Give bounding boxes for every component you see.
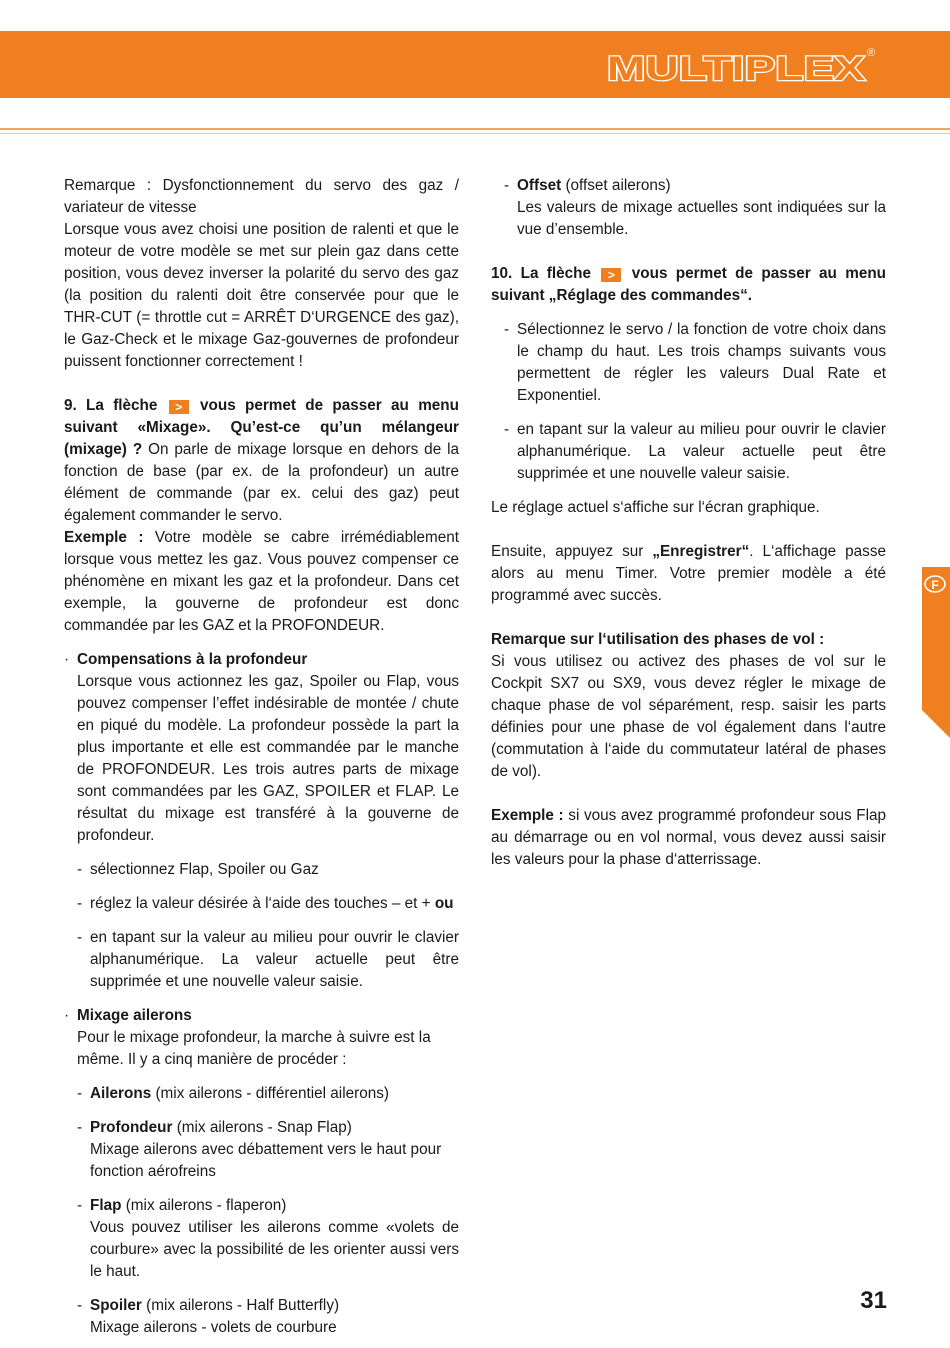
mix-2-detail: Mixage ailerons avec débattement vers le haut pour fonction aérofreins xyxy=(90,1141,442,1180)
compensation-section xyxy=(64,649,459,847)
mix-3-detail: Vous pouvez utiliser les ailerons comme «volets de courbure» avec la possibilité de les orienter aussi vers le haut. xyxy=(90,1219,459,1280)
dash-mark: - xyxy=(504,321,510,338)
page-number: 31 xyxy=(860,1287,887,1314)
mix-section xyxy=(64,1005,459,1071)
phase-title: Remarque sur l‘utilisation des phases de vol : xyxy=(491,631,825,648)
mix-3-desc: (mix ailerons - flaperon) xyxy=(125,1197,287,1214)
comp-dash-3: en tapant sur la valeur au milieu pour ouvrir le clavier alphanumérique. La valeur actuelle peut être supprimée et une nouvelle valeur saisie. xyxy=(90,929,459,990)
list-item xyxy=(64,1117,459,1183)
example-2-label: Exemple : xyxy=(491,807,564,824)
example-body: Votre modèle se cabre irrémédiablement lorsque vous mettez les gaz. Vous pouvez compenser ce phénomène en mixant les gaz et la profondeur. Dans cet exemple, la gouverne de profondeur est donc commandée par les GAZ et la PROFONDEUR. xyxy=(64,529,460,634)
dash-mark: - xyxy=(504,421,510,438)
mix-4-label: Spoiler xyxy=(90,1297,142,1314)
dash-mark: - xyxy=(77,1085,83,1102)
mix-body: Pour le mixage profondeur, la marche à suivre est la même. Il y a cinq manière de procéder : xyxy=(77,1029,431,1068)
step-9-body: On parle de mixage lorsque en dehors de la fonction de base (par ex. de la profondeur) un autre élément de commande (par ex. celui des gaz) peut également commander le servo. xyxy=(64,441,460,524)
dash-mark: - xyxy=(77,1197,83,1214)
list-item xyxy=(64,927,459,993)
logo-text: MULTIPLEX xyxy=(607,50,866,87)
dash-mark: - xyxy=(504,177,510,194)
example-label: Exemple : xyxy=(64,529,144,546)
list-item xyxy=(491,175,886,241)
step-10-label: 10. La flèche xyxy=(491,265,592,282)
comp-dash-2-or: ou xyxy=(434,895,454,912)
list-item xyxy=(491,419,886,485)
list-item xyxy=(491,319,886,407)
mix-2-desc: (mix ailerons - Snap Flap) xyxy=(176,1119,352,1136)
mix-2-label: Profondeur xyxy=(90,1119,173,1136)
save-label: „Enregistrer“ xyxy=(652,543,750,560)
language-tab xyxy=(922,567,950,738)
mix-4-desc: (mix ailerons - Half Butterfly) xyxy=(146,1297,340,1314)
then-para xyxy=(491,541,886,607)
comp-dash-2: réglez la valeur désirée à l‘aide des touches – et + xyxy=(90,895,431,912)
then-text: Ensuite, appuyez sur xyxy=(491,543,644,560)
step-10 xyxy=(491,263,886,307)
bullet-mark: · xyxy=(64,651,70,668)
mix-1-desc: (mix ailerons - différentiel ailerons) xyxy=(155,1085,389,1102)
step-9-heading: vous permet de passer au menu suivant «Mixage». Qu’est-ce qu’un mélangeur (mixage) ? xyxy=(64,397,459,458)
offset-detail: Les valeurs de mixage actuelles sont indiquées sur la vue d’ensemble. xyxy=(517,199,886,238)
right-column xyxy=(491,175,886,871)
arrow-right-icon: > xyxy=(169,400,189,414)
mix-title: Mixage ailerons xyxy=(77,1007,192,1024)
dash-mark: - xyxy=(77,861,83,878)
dash-mark: - xyxy=(77,1119,83,1136)
note-title: Remarque : Dysfonctionnement du servo des gaz / variateur de vitesse xyxy=(64,177,459,216)
r-dash-1: Sélectionnez le servo / la fonction de votre choix dans le champ du haut. Les trois champs suivants vous permettent de régler les valeurs Dual Rate et Exponentiel. xyxy=(517,321,886,404)
dash-mark: - xyxy=(77,895,83,912)
r-dash-2: en tapant sur la valeur au milieu pour ouvrir le clavier alphanumérique. La valeur actuelle peut être supprimée et une nouvelle valeur saisie. xyxy=(517,421,886,482)
list-item xyxy=(64,859,459,881)
bullet-mark: · xyxy=(64,1007,70,1024)
step-9 xyxy=(64,395,459,527)
example-2 xyxy=(491,805,886,871)
compensation-body: Lorsque vous actionnez les gaz, Spoiler ou Flap, vous pouvez compenser l’effet indésirable de montée / chute en piqué du modèle. La profondeur possède la part la plus importante et elle est commandée par le manche de PROFONDEUR. Les trois autres parts de mixage sont commandées par les GAZ, SPOILER et FLAP. Le résultat du mixage est transféré à la gouverne de profondeur. xyxy=(77,673,459,844)
note-body: Lorsque vous avez choisi une position de ralenti et que le moteur de votre modèle se met sur plein gaz dans cette position, vous devez inverser la polarité du servo des gaz (la position du ralenti doit être conservée pour que le THR-CUT (= throttle cut = ARRÊT D‘URGENCE des gaz), le Gaz-Check et le mixage Gaz-gouvernes de profondeur puissent fonctionner correctement ! xyxy=(64,221,459,370)
dash-mark: - xyxy=(77,929,83,946)
offset-desc: (offset ailerons) xyxy=(565,177,671,194)
header-rule-thin xyxy=(0,133,950,134)
offset-label: Offset xyxy=(517,177,562,194)
mix-1-label: Ailerons xyxy=(90,1085,152,1102)
list-item xyxy=(64,1295,459,1339)
compensation-title: Compensations à la profondeur xyxy=(77,651,308,668)
registered-mark: ® xyxy=(867,47,875,59)
example-2-body: si vous avez programmé profondeur sous Flap au démarrage ou en vol normal, vous devez aussi saisir les valeurs pour la phase d‘atterrissage. xyxy=(491,807,887,868)
list-item xyxy=(64,893,459,915)
multiplex-logo xyxy=(603,45,875,87)
graphic-note: Le réglage actuel s‘affiche sur l‘écran graphique. xyxy=(491,499,820,516)
example-para xyxy=(64,527,459,637)
list-item xyxy=(64,1195,459,1283)
step-10-heading: vous permet de passer au menu suivant „Réglage des commandes“. xyxy=(491,265,887,304)
left-column xyxy=(64,175,459,1339)
dash-mark: - xyxy=(77,1297,83,1314)
comp-dash-1: sélectionnez Flap, Spoiler ou Gaz xyxy=(90,861,319,878)
mix-3-label: Flap xyxy=(90,1197,122,1214)
arrow-right-icon: > xyxy=(601,268,621,282)
then-rest: . L‘affichage passe alors au menu Timer. Votre premier modèle a été programmé avec succès. xyxy=(491,543,886,604)
header-rule xyxy=(0,128,950,130)
mix-4-detail: Mixage ailerons - volets de courbure xyxy=(90,1319,337,1336)
list-item xyxy=(64,1083,459,1105)
language-tab-label: F xyxy=(931,578,939,592)
step-9-label: 9. La flèche xyxy=(64,397,158,414)
phase-body: Si vous utilisez ou activez des phases de vol sur le Cockpit SX7 ou SX9, vous devez régler le mixage de chaque phase de vol séparément, resp. saisir les parts définies pour une phase de vol également dans l‘autre (commutation à l‘aide du commutateur latéral de phases de vol). xyxy=(491,653,886,780)
